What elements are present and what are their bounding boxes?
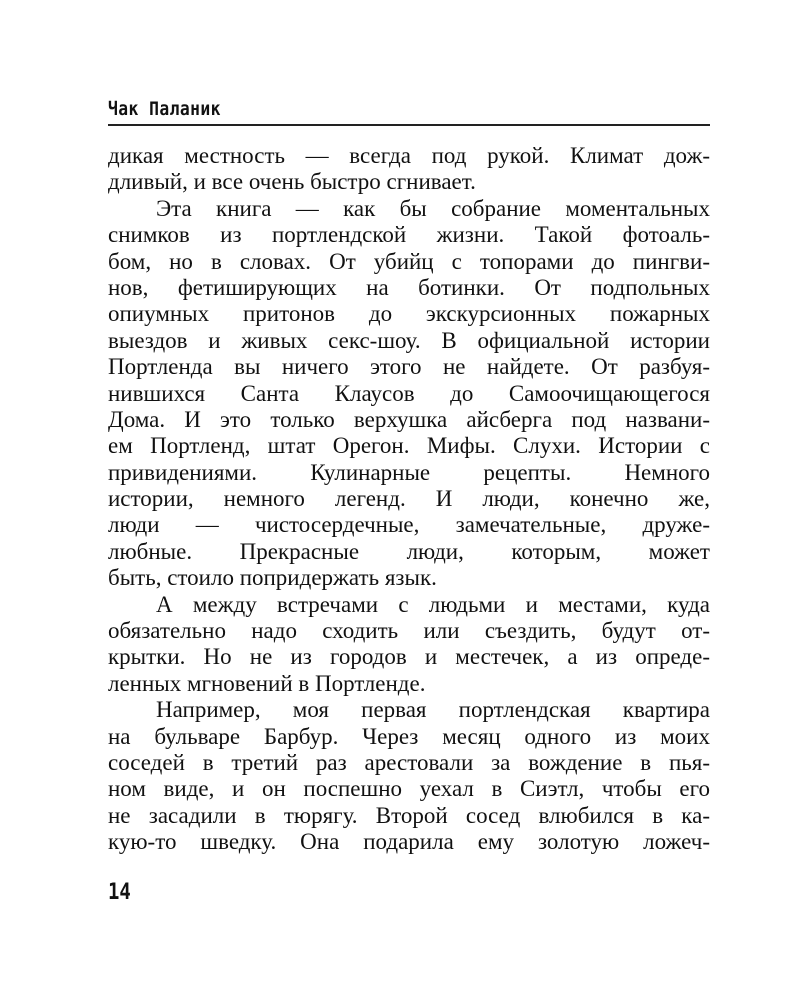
text-line: быть, стоило попридержать язык. <box>108 565 437 591</box>
text-line: Портленда вы ничего этого не найдете. От разбуя- <box>108 354 710 380</box>
text-line: кую-то шведку. Она подарила ему золотую ложеч- <box>108 829 710 855</box>
text-line: ном виде, и он поспешно уехал в Сиэтл, чтобы его <box>108 776 710 802</box>
text-line: ем Портленд, штат Орегон. Мифы. Слухи. Истории с <box>108 433 710 459</box>
text-line: не засадили в тюрягу. Второй сосед влюбился в ка- <box>108 802 710 828</box>
text-line: ленных мгновений в Портленде. <box>108 670 426 696</box>
text-line: выездов и живых секс-шоу. В официальной истории <box>108 327 710 353</box>
text-line: дливый, и все очень быстро сгнивает. <box>108 169 476 195</box>
running-title: Чак Паланик <box>108 98 221 120</box>
text-line: соседей в третий раз арестовали за вождение в пья- <box>108 749 710 775</box>
text-line: обязательно надо сходить или съездить, будут от- <box>108 618 710 644</box>
text-line: Дома. И это только верхушка айсберга под названи- <box>108 406 710 432</box>
text-line: бом, но в словах. От убийц с топорами до пингви- <box>108 248 710 274</box>
text-line: на бульваре Барбур. Через месяц одного из моих <box>108 723 710 749</box>
text-line: опиумных притонов до экскурсионных пожарных <box>108 301 710 327</box>
text-line: А между встречами с людьми и местами, куда <box>156 591 710 617</box>
text-line: нившихся Санта Клаусов до Самоочищающегося <box>108 380 710 406</box>
text-line: крытки. Но не из городов и местечек, а из опреде- <box>108 644 710 670</box>
text-line: Эта книга — как бы собрание моментальных <box>156 195 710 221</box>
text-line: люди — чистосердечные, замечательные, друже- <box>108 512 710 538</box>
text-line: истории, немного легенд. И люди, конечно же, <box>108 486 710 512</box>
text-line: снимков из портлендской жизни. Такой фотоаль- <box>108 222 710 248</box>
text-line: любные. Прекрасные люди, которым, может <box>108 538 710 564</box>
text-line: дикая местность — всегда под рукой. Климат дож- <box>108 143 710 168</box>
page-number: 14 <box>108 880 131 905</box>
body-text <box>108 143 710 856</box>
running-header <box>108 98 710 126</box>
text-line: привидениями. Кулинарные рецепты. Немного <box>108 459 710 485</box>
text-line: Например, моя первая портлендская квартира <box>156 697 710 723</box>
text-line: нов, фетиширующих на ботинки. От подпольных <box>108 274 710 300</box>
